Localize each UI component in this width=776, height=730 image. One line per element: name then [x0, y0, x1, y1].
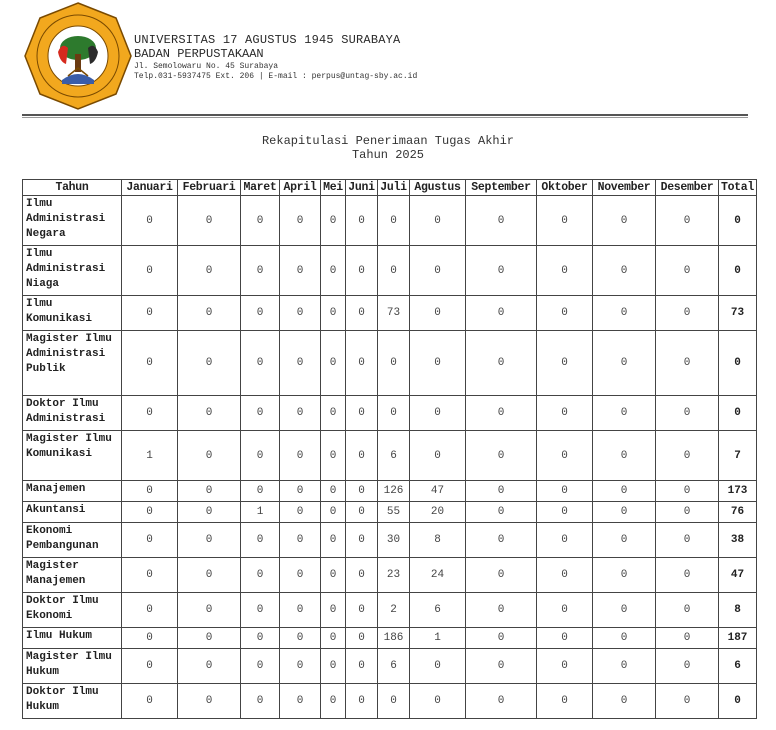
month-value-cell: 0 — [321, 502, 346, 523]
column-header-agustus: Agustus — [410, 180, 466, 196]
month-value-cell: 0 — [593, 481, 656, 502]
month-value-cell: 0 — [122, 684, 178, 719]
month-value-cell: 0 — [410, 396, 466, 431]
month-value-cell: 0 — [656, 593, 719, 628]
month-value-cell: 0 — [280, 196, 321, 246]
month-value-cell: 0 — [122, 331, 178, 396]
month-value-cell: 0 — [378, 196, 410, 246]
address-line: Jl. Semolowaru No. 45 Surabaya — [134, 62, 279, 71]
month-value-cell: 8 — [410, 523, 466, 558]
program-name-cell: Manajemen — [23, 481, 122, 502]
month-value-cell: 0 — [280, 558, 321, 593]
month-value-cell: 0 — [656, 649, 719, 684]
month-value-cell: 0 — [346, 196, 378, 246]
month-value-cell: 0 — [410, 196, 466, 246]
month-value-cell: 0 — [466, 684, 537, 719]
month-value-cell: 0 — [321, 481, 346, 502]
month-value-cell: 0 — [280, 649, 321, 684]
month-value-cell: 0 — [321, 684, 346, 719]
month-value-cell: 1 — [122, 431, 178, 481]
month-value-cell: 0 — [346, 396, 378, 431]
table-row — [23, 684, 757, 719]
month-value-cell: 0 — [122, 628, 178, 649]
month-value-cell: 0 — [178, 593, 241, 628]
column-header-januari: Januari — [122, 180, 178, 196]
total-value-cell: 7 — [719, 431, 757, 481]
month-value-cell: 0 — [280, 246, 321, 296]
month-value-cell: 23 — [378, 558, 410, 593]
total-value-cell: 0 — [719, 684, 757, 719]
total-value-cell: 187 — [719, 628, 757, 649]
month-value-cell: 0 — [178, 431, 241, 481]
month-value-cell: 0 — [280, 684, 321, 719]
month-value-cell: 0 — [466, 558, 537, 593]
month-value-cell: 0 — [122, 593, 178, 628]
month-value-cell: 0 — [656, 196, 719, 246]
program-name-cell: Ilmu Komunikasi — [23, 296, 122, 331]
month-value-cell: 0 — [178, 649, 241, 684]
month-value-cell: 0 — [656, 481, 719, 502]
month-value-cell: 0 — [466, 196, 537, 246]
month-value-cell: 0 — [346, 593, 378, 628]
month-value-cell: 0 — [280, 502, 321, 523]
month-value-cell: 0 — [466, 593, 537, 628]
month-value-cell: 0 — [593, 431, 656, 481]
month-value-cell: 0 — [656, 431, 719, 481]
month-value-cell: 0 — [346, 502, 378, 523]
university-seal-logo — [24, 2, 132, 110]
program-name-cell: Ilmu Hukum — [23, 628, 122, 649]
month-value-cell: 0 — [241, 481, 280, 502]
month-value-cell: 0 — [593, 196, 656, 246]
month-value-cell: 0 — [280, 396, 321, 431]
month-value-cell: 0 — [280, 628, 321, 649]
month-value-cell: 6 — [378, 431, 410, 481]
month-value-cell: 0 — [593, 296, 656, 331]
table-row — [23, 628, 757, 649]
month-value-cell: 0 — [122, 523, 178, 558]
month-value-cell: 0 — [346, 331, 378, 396]
month-value-cell: 0 — [346, 431, 378, 481]
month-value-cell: 0 — [466, 523, 537, 558]
column-header-desember: Desember — [656, 180, 719, 196]
column-header-total: Total — [719, 180, 757, 196]
month-value-cell: 0 — [241, 246, 280, 296]
month-value-cell: 0 — [466, 331, 537, 396]
table-row — [23, 431, 757, 481]
month-value-cell: 0 — [321, 628, 346, 649]
program-name-cell: Magister Ilmu Hukum — [23, 649, 122, 684]
program-name-cell: Magister Manajemen — [23, 558, 122, 593]
month-value-cell: 0 — [122, 502, 178, 523]
program-name-cell: Doktor Ilmu Hukum — [23, 684, 122, 719]
table-row — [23, 246, 757, 296]
month-value-cell: 0 — [537, 431, 593, 481]
month-value-cell: 0 — [122, 246, 178, 296]
institution-name: UNIVERSITAS 17 AGUSTUS 1945 SURABAYA — [134, 33, 401, 47]
table-row — [23, 196, 757, 246]
month-value-cell: 0 — [593, 331, 656, 396]
month-value-cell: 0 — [656, 502, 719, 523]
total-value-cell: 47 — [719, 558, 757, 593]
month-value-cell: 0 — [241, 296, 280, 331]
table-row — [23, 523, 757, 558]
month-value-cell: 0 — [593, 593, 656, 628]
month-value-cell: 0 — [593, 502, 656, 523]
total-value-cell: 38 — [719, 523, 757, 558]
month-value-cell: 0 — [593, 628, 656, 649]
month-value-cell: 0 — [410, 331, 466, 396]
month-value-cell: 30 — [378, 523, 410, 558]
total-value-cell: 173 — [719, 481, 757, 502]
month-value-cell: 0 — [466, 502, 537, 523]
month-value-cell: 0 — [321, 523, 346, 558]
month-value-cell: 1 — [410, 628, 466, 649]
month-value-cell: 20 — [410, 502, 466, 523]
month-value-cell: 0 — [537, 684, 593, 719]
month-value-cell: 0 — [122, 558, 178, 593]
month-value-cell: 0 — [466, 396, 537, 431]
month-value-cell: 0 — [593, 523, 656, 558]
month-value-cell: 0 — [593, 246, 656, 296]
month-value-cell: 0 — [410, 431, 466, 481]
month-value-cell: 0 — [321, 431, 346, 481]
month-value-cell: 24 — [410, 558, 466, 593]
month-value-cell: 0 — [241, 593, 280, 628]
month-value-cell: 0 — [346, 246, 378, 296]
table-row — [23, 481, 757, 502]
table-row — [23, 558, 757, 593]
total-value-cell: 8 — [719, 593, 757, 628]
month-value-cell: 0 — [346, 628, 378, 649]
report-subtitle: Tahun 2025 — [351, 148, 424, 162]
total-value-cell: 73 — [719, 296, 757, 331]
total-value-cell: 0 — [719, 396, 757, 431]
month-value-cell: 0 — [122, 481, 178, 502]
column-header-november: November — [593, 180, 656, 196]
month-value-cell: 0 — [346, 649, 378, 684]
month-value-cell: 0 — [466, 246, 537, 296]
month-value-cell: 1 — [241, 502, 280, 523]
month-value-cell: 0 — [178, 684, 241, 719]
month-value-cell: 0 — [656, 331, 719, 396]
month-value-cell: 0 — [122, 296, 178, 331]
month-value-cell: 0 — [280, 331, 321, 396]
month-value-cell: 0 — [178, 628, 241, 649]
month-value-cell: 0 — [178, 396, 241, 431]
month-value-cell: 0 — [241, 684, 280, 719]
month-value-cell: 0 — [537, 296, 593, 331]
total-value-cell: 0 — [719, 196, 757, 246]
month-value-cell: 0 — [241, 523, 280, 558]
column-header-maret: Maret — [241, 180, 280, 196]
month-value-cell: 0 — [178, 196, 241, 246]
program-name-cell: Ilmu Administrasi Negara — [23, 196, 122, 246]
month-value-cell: 0 — [378, 246, 410, 296]
month-value-cell: 0 — [178, 523, 241, 558]
month-value-cell: 0 — [122, 396, 178, 431]
program-name-cell: Ilmu Administrasi Niaga — [23, 246, 122, 296]
month-value-cell: 0 — [321, 246, 346, 296]
header-divider — [22, 114, 748, 118]
month-value-cell: 0 — [466, 481, 537, 502]
month-value-cell: 0 — [241, 196, 280, 246]
month-value-cell: 0 — [656, 396, 719, 431]
month-value-cell: 0 — [410, 246, 466, 296]
month-value-cell: 0 — [537, 196, 593, 246]
month-value-cell: 0 — [466, 296, 537, 331]
month-value-cell: 0 — [537, 331, 593, 396]
department-name: BADAN PERPUSTAKAAN — [134, 47, 264, 61]
month-value-cell: 186 — [378, 628, 410, 649]
month-value-cell: 0 — [537, 396, 593, 431]
month-value-cell: 0 — [537, 628, 593, 649]
institution-block — [134, 34, 417, 81]
month-value-cell: 0 — [346, 523, 378, 558]
table-row — [23, 296, 757, 331]
month-value-cell: 0 — [537, 593, 593, 628]
month-value-cell: 0 — [241, 628, 280, 649]
month-value-cell: 0 — [346, 481, 378, 502]
month-value-cell: 2 — [378, 593, 410, 628]
month-value-cell: 0 — [280, 431, 321, 481]
total-value-cell: 0 — [719, 331, 757, 396]
month-value-cell: 0 — [378, 331, 410, 396]
month-value-cell: 0 — [346, 296, 378, 331]
program-name-cell: Magister Ilmu Administrasi Publik — [23, 331, 122, 396]
month-value-cell: 0 — [537, 523, 593, 558]
month-value-cell: 0 — [321, 593, 346, 628]
month-value-cell: 0 — [656, 684, 719, 719]
contact-line: Telp.031-5937475 Ext. 206 | E-mail : perpus@untag-sby.ac.id — [134, 72, 418, 81]
program-name-cell: Ekonomi Pembangunan — [23, 523, 122, 558]
column-header-mei: Mei — [321, 180, 346, 196]
month-value-cell: 0 — [593, 558, 656, 593]
month-value-cell: 0 — [280, 593, 321, 628]
month-value-cell: 0 — [346, 684, 378, 719]
month-value-cell: 0 — [656, 523, 719, 558]
table-body — [23, 196, 757, 719]
program-name-cell: Doktor Ilmu Administrasi — [23, 396, 122, 431]
month-value-cell: 0 — [593, 649, 656, 684]
month-value-cell: 55 — [378, 502, 410, 523]
table-row — [23, 331, 757, 396]
letterhead — [22, 2, 762, 112]
month-value-cell: 73 — [378, 296, 410, 331]
month-value-cell: 0 — [593, 396, 656, 431]
month-value-cell: 0 — [321, 649, 346, 684]
month-value-cell: 0 — [346, 558, 378, 593]
month-value-cell: 0 — [241, 649, 280, 684]
column-header-tahun: Tahun — [23, 180, 122, 196]
month-value-cell: 0 — [241, 396, 280, 431]
month-value-cell: 0 — [122, 196, 178, 246]
column-header-juni: Juni — [346, 180, 378, 196]
column-header-september: September — [466, 180, 537, 196]
month-value-cell: 0 — [321, 296, 346, 331]
total-value-cell: 6 — [719, 649, 757, 684]
table-row — [23, 593, 757, 628]
report-title: Rekapitulasi Penerimaan Tugas Akhir — [261, 134, 515, 148]
month-value-cell: 0 — [280, 523, 321, 558]
month-value-cell: 0 — [410, 296, 466, 331]
table-row — [23, 649, 757, 684]
program-name-cell: Akuntansi — [23, 502, 122, 523]
month-value-cell: 0 — [122, 649, 178, 684]
month-value-cell: 0 — [593, 684, 656, 719]
month-value-cell: 0 — [378, 684, 410, 719]
month-value-cell: 0 — [178, 331, 241, 396]
month-value-cell: 0 — [321, 396, 346, 431]
column-header-februari: Februari — [178, 180, 241, 196]
month-value-cell: 0 — [537, 649, 593, 684]
month-value-cell: 0 — [410, 684, 466, 719]
month-value-cell: 0 — [178, 246, 241, 296]
month-value-cell: 0 — [656, 296, 719, 331]
month-value-cell: 0 — [537, 558, 593, 593]
column-header-juli: Juli — [378, 180, 410, 196]
month-value-cell: 0 — [410, 649, 466, 684]
table-row — [23, 396, 757, 431]
month-value-cell: 126 — [378, 481, 410, 502]
month-value-cell: 6 — [410, 593, 466, 628]
month-value-cell: 0 — [178, 558, 241, 593]
month-value-cell: 0 — [466, 649, 537, 684]
month-value-cell: 0 — [280, 481, 321, 502]
column-header-april: April — [280, 180, 321, 196]
total-value-cell: 76 — [719, 502, 757, 523]
month-value-cell: 0 — [466, 628, 537, 649]
month-value-cell: 0 — [656, 558, 719, 593]
month-value-cell: 0 — [241, 558, 280, 593]
month-value-cell: 0 — [321, 558, 346, 593]
month-value-cell: 0 — [656, 246, 719, 296]
month-value-cell: 0 — [656, 628, 719, 649]
month-value-cell: 0 — [178, 502, 241, 523]
month-value-cell: 0 — [537, 246, 593, 296]
month-value-cell: 0 — [241, 331, 280, 396]
month-value-cell: 0 — [280, 296, 321, 331]
program-name-cell: Magister Ilmu Komunikasi — [23, 431, 122, 481]
month-value-cell: 0 — [321, 331, 346, 396]
month-value-cell: 0 — [378, 396, 410, 431]
total-value-cell: 0 — [719, 246, 757, 296]
month-value-cell: 0 — [241, 431, 280, 481]
month-value-cell: 0 — [537, 502, 593, 523]
month-value-cell: 0 — [178, 296, 241, 331]
month-value-cell: 0 — [537, 481, 593, 502]
month-value-cell: 6 — [378, 649, 410, 684]
recap-table — [22, 179, 757, 719]
month-value-cell: 0 — [466, 431, 537, 481]
table-header-row — [23, 180, 757, 196]
month-value-cell: 0 — [178, 481, 241, 502]
table-row — [23, 502, 757, 523]
month-value-cell: 47 — [410, 481, 466, 502]
program-name-cell: Doktor Ilmu Ekonomi — [23, 593, 122, 628]
column-header-oktober: Oktober — [537, 180, 593, 196]
month-value-cell: 0 — [321, 196, 346, 246]
